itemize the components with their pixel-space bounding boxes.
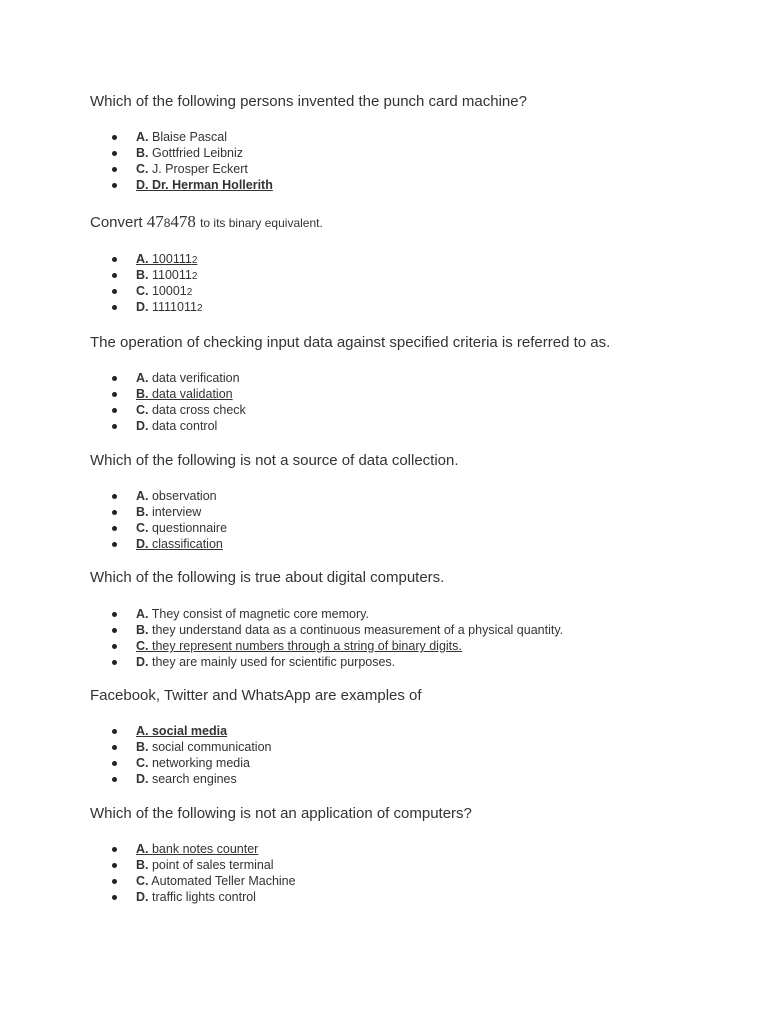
option-3a: A. data verification	[90, 370, 246, 386]
option-6a	[90, 723, 271, 739]
option-4a: A. observation	[90, 488, 227, 504]
option-1a: A. Blaise Pascal	[90, 129, 273, 145]
option-6b: B. social communication	[90, 739, 271, 755]
bullet-icon	[112, 494, 117, 499]
bullet-icon	[112, 408, 117, 413]
bullet-icon	[112, 135, 117, 140]
bullet-icon	[112, 612, 117, 617]
option-7c: C. Automated Teller Machine	[90, 873, 296, 889]
option-2c: C. 100012	[90, 283, 203, 299]
option-5d: D. they are mainly used for scientific purposes.	[90, 654, 563, 670]
option-3b	[90, 386, 246, 402]
question-1: Which of the following persons invented the punch card machine?	[90, 93, 527, 110]
option-7b: B. point of sales terminal	[90, 857, 296, 873]
bullet-icon	[112, 183, 117, 188]
correct-answer: A. 1001112	[136, 252, 198, 266]
option-2a	[90, 251, 203, 267]
bullet-icon	[112, 257, 117, 262]
options-list-7	[90, 841, 296, 905]
option-1b: B. Gottfried Leibniz	[90, 145, 273, 161]
option-3c: C. data cross check	[90, 402, 246, 418]
correct-answer: A. social media	[136, 724, 228, 738]
bullet-icon	[112, 151, 117, 156]
question-2: Convert 478478 to its binary equivalent.	[90, 212, 323, 231]
option-1d	[90, 177, 273, 193]
option-4b: B. interview	[90, 504, 227, 520]
bullet-icon	[112, 660, 117, 665]
option-5a: A. They consist of magnetic core memory.	[90, 606, 563, 622]
options-list-3	[90, 370, 246, 434]
bullet-icon	[112, 644, 117, 649]
bullet-icon	[112, 761, 117, 766]
question-5: Which of the following is true about digital computers.	[90, 569, 445, 586]
bullet-icon	[112, 777, 117, 782]
bullet-icon	[112, 305, 117, 310]
options-list-6	[90, 723, 271, 787]
options-list-5	[90, 606, 563, 670]
bullet-icon	[112, 863, 117, 868]
correct-answer: A. bank notes counter	[136, 842, 259, 856]
question-3: The operation of checking input data against specified criteria is referred to as.	[90, 334, 611, 351]
bullet-icon	[112, 526, 117, 531]
correct-answer: B. data validation	[136, 387, 233, 401]
option-4d	[90, 536, 227, 552]
bullet-icon	[112, 879, 117, 884]
bullet-icon	[112, 376, 117, 381]
bullet-icon	[112, 392, 117, 397]
option-6c: C. networking media	[90, 755, 271, 771]
option-6d: D. search engines	[90, 771, 271, 787]
bullet-icon	[112, 510, 117, 515]
correct-answer: D. Dr. Herman Hollerith	[136, 178, 273, 192]
option-1c: C. J. Prosper Eckert	[90, 161, 273, 177]
bullet-icon	[112, 273, 117, 278]
bullet-icon	[112, 745, 117, 750]
bullet-icon	[112, 895, 117, 900]
option-2d: D. 11110112	[90, 299, 203, 315]
option-4c: C. questionnaire	[90, 520, 227, 536]
correct-answer: D. classification	[136, 537, 223, 551]
bullet-icon	[112, 847, 117, 852]
option-7a	[90, 841, 296, 857]
bullet-icon	[112, 542, 117, 547]
option-2b: B. 1100112	[90, 267, 203, 283]
bullet-icon	[112, 167, 117, 172]
options-list-1	[90, 129, 273, 193]
option-5c	[90, 638, 563, 654]
question-7: Which of the following is not an application of computers?	[90, 805, 472, 822]
bullet-icon	[112, 729, 117, 734]
option-7d: D. traffic lights control	[90, 889, 296, 905]
correct-answer: C. they represent numbers through a string of binary digits.	[136, 639, 462, 653]
option-3d: D. data control	[90, 418, 246, 434]
bullet-icon	[112, 289, 117, 294]
option-5b: B. they understand data as a continuous measurement of a physical quantity.	[90, 622, 563, 638]
options-list-4	[90, 488, 227, 552]
bullet-icon	[112, 424, 117, 429]
bullet-icon	[112, 628, 117, 633]
question-6: Facebook, Twitter and WhatsApp are examples of	[90, 687, 422, 704]
question-4: Which of the following is not a source of data collection.	[90, 452, 459, 469]
options-list-2	[90, 251, 203, 315]
